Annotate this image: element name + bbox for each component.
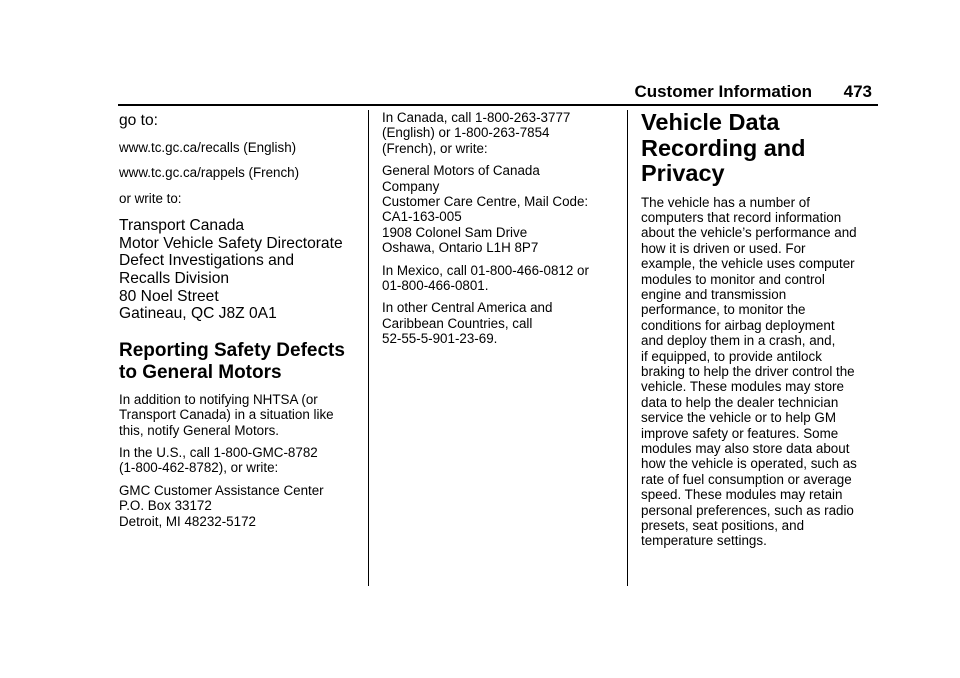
body-line: braking to help the driver control the bbox=[641, 363, 855, 379]
central-america-paragraph: In other Central America and Caribbean Countries, call 52-55-5-901-23-69. bbox=[382, 300, 553, 347]
column-3 bbox=[641, 110, 881, 549]
section-heading: Vehicle Data Recording and Privacy bbox=[641, 109, 806, 186]
address-line: Defect Investigations and bbox=[119, 252, 295, 270]
address-line: 80 Noel Street bbox=[119, 287, 219, 305]
body-line: and deploy them in a crash, and, bbox=[641, 333, 836, 349]
section-title: Customer Information bbox=[634, 82, 812, 101]
column-divider bbox=[368, 110, 369, 586]
body-line: rate of fuel consumption or average bbox=[641, 471, 852, 487]
page-header bbox=[118, 80, 878, 106]
body-line: service the vehicle or to help GM bbox=[641, 410, 836, 426]
address-line: Gatineau, QC J8Z 0A1 bbox=[119, 305, 277, 323]
write-to-text: or write to: bbox=[119, 190, 182, 206]
gm-canada-address: General Motors of Canada Company Customer Care Centre, Mail Code: CA1-163-005 1908 Colonel Sam Drive Oshawa, Ontario L1H 8P7 bbox=[382, 163, 589, 256]
body-line: about the vehicle’s performance and bbox=[641, 225, 857, 241]
address-line: Transport Canada bbox=[119, 217, 245, 235]
body-line: presets, seat positions, and bbox=[641, 518, 805, 534]
privacy-paragraph bbox=[641, 195, 881, 549]
goto-text: go to: bbox=[119, 112, 159, 129]
us-call-paragraph: In the U.S., call 1-800-GMC-8782 (1-800-462-8782), or write: bbox=[119, 445, 318, 476]
transport-canada-address bbox=[119, 217, 359, 323]
body-line: vehicle. These modules may store bbox=[641, 379, 844, 395]
column-2 bbox=[382, 110, 622, 347]
body-line: speed. These modules may retain bbox=[641, 487, 843, 503]
body-line: temperature settings. bbox=[641, 533, 767, 549]
body-line: if equipped, to provide antilock bbox=[641, 348, 822, 364]
column-divider bbox=[627, 110, 628, 586]
body-line: modules to monitor and control bbox=[641, 271, 825, 287]
body-line: The vehicle has a number of bbox=[641, 194, 810, 210]
body-line: data to help the dealer technician bbox=[641, 394, 839, 410]
url-french: www.tc.gc.ca/rappels (French) bbox=[119, 165, 300, 181]
body-line: how it is driven or used. For bbox=[641, 240, 806, 256]
mexico-paragraph: In Mexico, call 01-800-466-0812 or 01-800-466-0801. bbox=[382, 262, 589, 294]
canada-call-paragraph: In Canada, call 1-800-263-3777 (English) or 1-800-263-7854 (French), or write: bbox=[382, 110, 571, 156]
body-line: performance, to monitor the bbox=[641, 302, 806, 318]
body-line: computers that record information bbox=[641, 209, 842, 225]
body-line: improve safety or features. Some bbox=[641, 425, 839, 441]
notify-paragraph: In addition to notifying NHTSA (or Transport Canada) in a situation like this, notify General Motors. bbox=[119, 391, 334, 438]
body-line: modules may also store data about bbox=[641, 441, 850, 456]
body-line: personal preferences, such as radio bbox=[641, 502, 854, 518]
address-line: Recalls Division bbox=[119, 270, 230, 287]
body-line: example, the vehicle uses computer bbox=[641, 256, 855, 272]
page-number: 473 bbox=[843, 82, 872, 101]
column-1 bbox=[119, 110, 359, 529]
body-line: how the vehicle is operated, such as bbox=[641, 456, 857, 472]
body-line: conditions for airbag deployment bbox=[641, 317, 835, 333]
gmc-address: GMC Customer Assistance Center P.O. Box 33172 Detroit, MI 48232-5172 bbox=[119, 482, 324, 529]
address-line: Motor Vehicle Safety Directorate bbox=[119, 234, 343, 252]
section-heading: Reporting Safety Defects to General Motors bbox=[119, 339, 345, 383]
url-english: www.tc.gc.ca/recalls (English) bbox=[119, 140, 297, 155]
body-line: engine and transmission bbox=[641, 286, 787, 302]
